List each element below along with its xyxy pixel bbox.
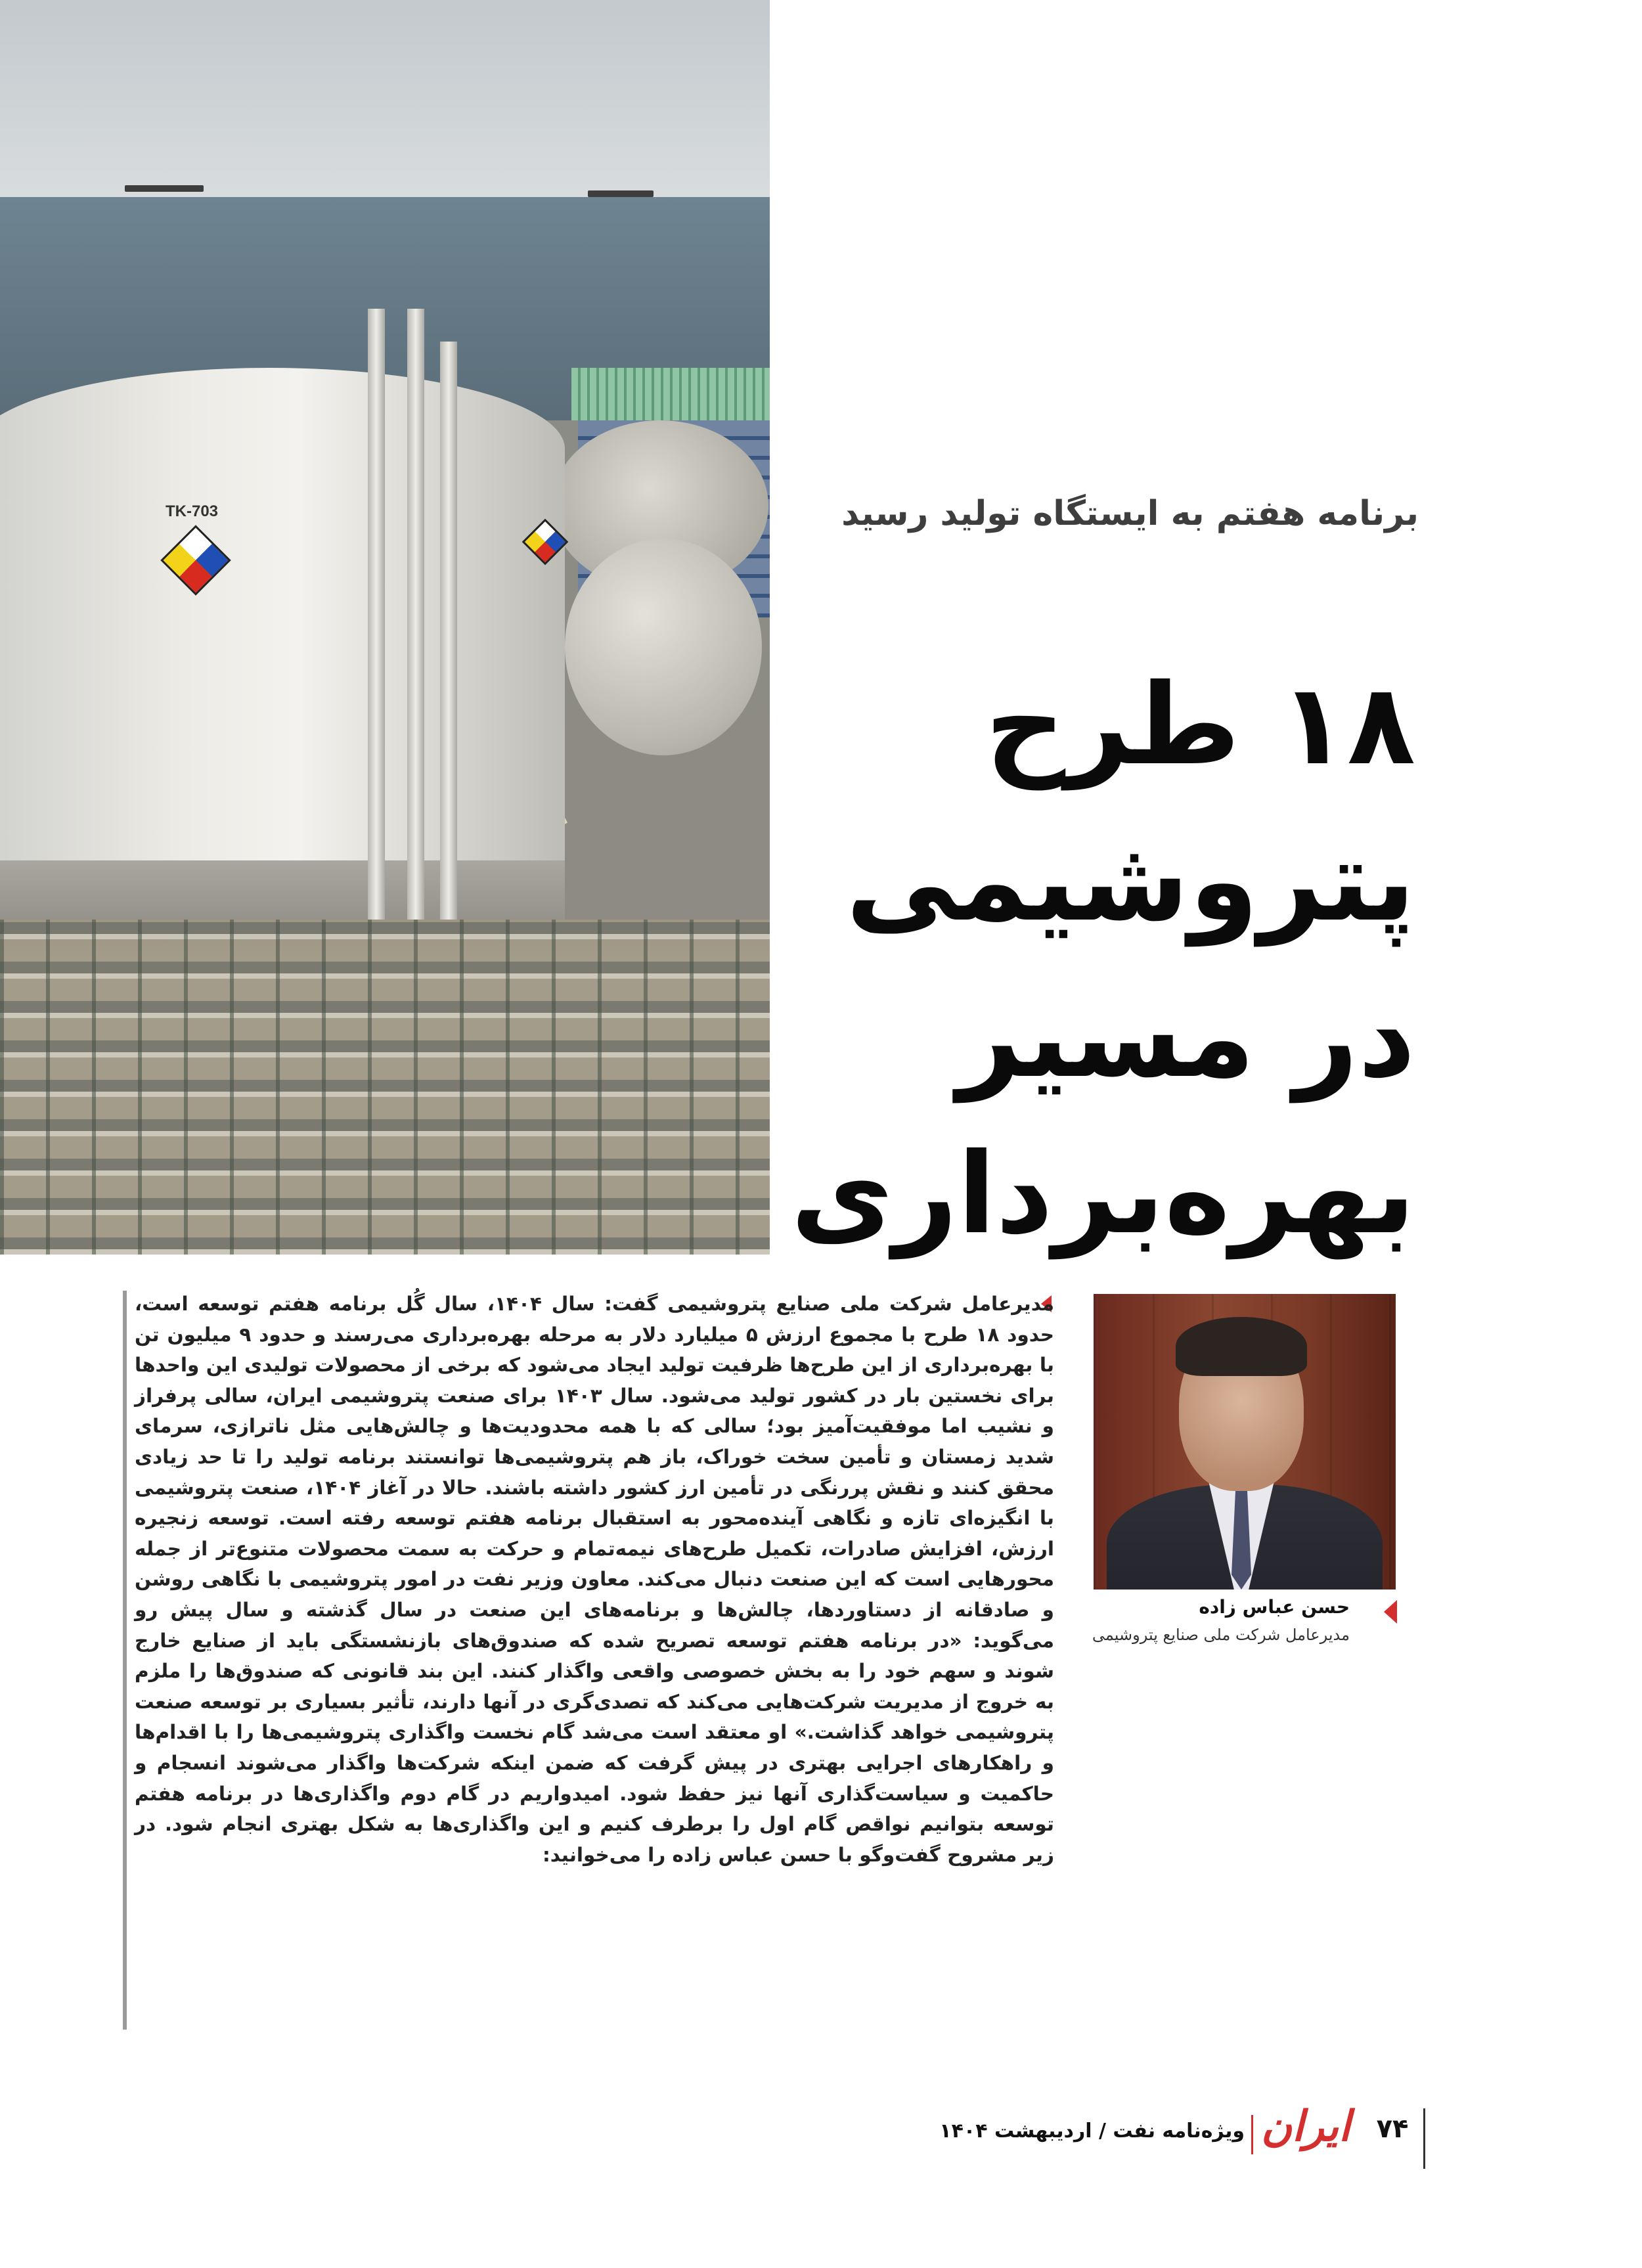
title-line: پتروشیمی	[845, 816, 1415, 946]
portrait-role: مدیرعامل شرکت ملی صنایع پتروشیمی	[1092, 1626, 1350, 1644]
photo-ship	[588, 190, 654, 197]
photo-sky	[0, 0, 770, 197]
issue-label: ویژه‌نامه نفت / اردیبهشت ۱۴۰۴	[939, 2120, 1245, 2143]
portrait-name: حسن عباس زاده	[1199, 1596, 1350, 1618]
photo-pipe	[368, 309, 385, 939]
title-line: بهره‌برداری	[791, 1129, 1415, 1259]
portrait-photo	[1094, 1294, 1396, 1590]
photo-ship	[125, 185, 204, 192]
photo-pipe	[407, 309, 424, 939]
publication-logo: ایران	[1261, 2102, 1350, 2151]
photo-green-structure	[571, 368, 770, 420]
caption-arrow-icon	[1384, 1600, 1397, 1624]
article-body: مدیرعامل شرکت ملی صنایع پتروشیمی گفت: سال ۱۴۰۴، سال گُل برنامه هفتم توسعه است، حدود ۱۸ طرح با مجموع ارزش ۵ میلیارد دلار به مرحله بهره‌برداری می‌رسند و حدود ۹ میلیون تن با بهره‌برداری از این طرح‌ها ظرفیت تولید ایجاد می‌شود که برخی از محصولات تولیدی این واحدها برای نخستین بار در کشور تولید می‌شود. سال ۱۴۰۳ برای صنعت پتروشیمی ایران، سالی پرفراز و نشیب اما موفقیت‌آمیز بود؛ سالی که با همه محدودیت‌ها و چالش‌هایی مثل ناترازی، سرمای شدید زمستان و تأمین سخت خوراک، باز هم پتروشیمی‌ها توانستند برنامه تولید را تا حد زیادی محقق کنند و نقش پررنگی در تأمین ارز کشور داشته باشند. حالا در آغاز ۱۴۰۴، صنعت پتروشیمی با انگیزه‌ای تازه و نگاهی آینده‌محور به استقبال برنامه هفتم توسعه رفته است. توسعه زنجیره ارزش، افزایش صادرات، تکمیل طرح‌های نیمه‌تمام و حرکت به سمت محصولات متنوع‌تر از جمله محورهایی است که این صنعت دنبال می‌کند. معاون وزیر نفت در امور پتروشیمی با نگاهی روشن و صادقانه از دستاوردها، چالش‌ها و برنامه‌های این صنعت در سال گذشته و سال پیش رو می‌گوید: «در برنامه هفتم توسعه تصریح شده که صندوق‌های بازنشستگی باید از صنایع خارج شوند و سهم خود را به بخش خصوصی واقعی واگذار کنند. این بند قانونی که صندوق‌ها را ملزم به خروج از مدیریت شرکت‌هایی می‌کند که تصدی‌گری در آنها دارند، تأثیر بسیاری بر توسعه صنعت پتروشیمی خواهد گذاشت.» او معتقد است می‌شد گام نخست واگذاری پتروشیمی‌ها را با اقدام‌ها و راهکارهای اجرایی بهتری در پیش گرفت که ضمن اینکه شرکت‌ها واگذار می‌شوند انسجام و حاکمیت و سیاست‌گذاری آنها نیز حفظ شود. امیدواریم در گام دوم واگذاری‌ها در برنامه هفتم توسعه بتوانیم نواقص گام اول را برطرف کنیم و این واگذاری‌ها به شکل بهتری انجام شود. در زیر مشروح گفت‌وگو با حسن عباس زاده را می‌خوانید:	[135, 1293, 1055, 1866]
article-kicker: برنامه هفتم به ایستگاه تولید رسید	[841, 494, 1419, 533]
footer-divider	[1423, 2108, 1425, 2169]
body-rule	[123, 1291, 127, 2030]
title-line: ۱۸ طرح	[985, 660, 1415, 790]
article-title	[430, 647, 1415, 1272]
title-line: در مسیر	[957, 973, 1415, 1103]
page-number: ۷۴	[1376, 2114, 1409, 2144]
footer-separator	[1251, 2115, 1253, 2154]
tank-label: TK-703	[166, 502, 219, 520]
